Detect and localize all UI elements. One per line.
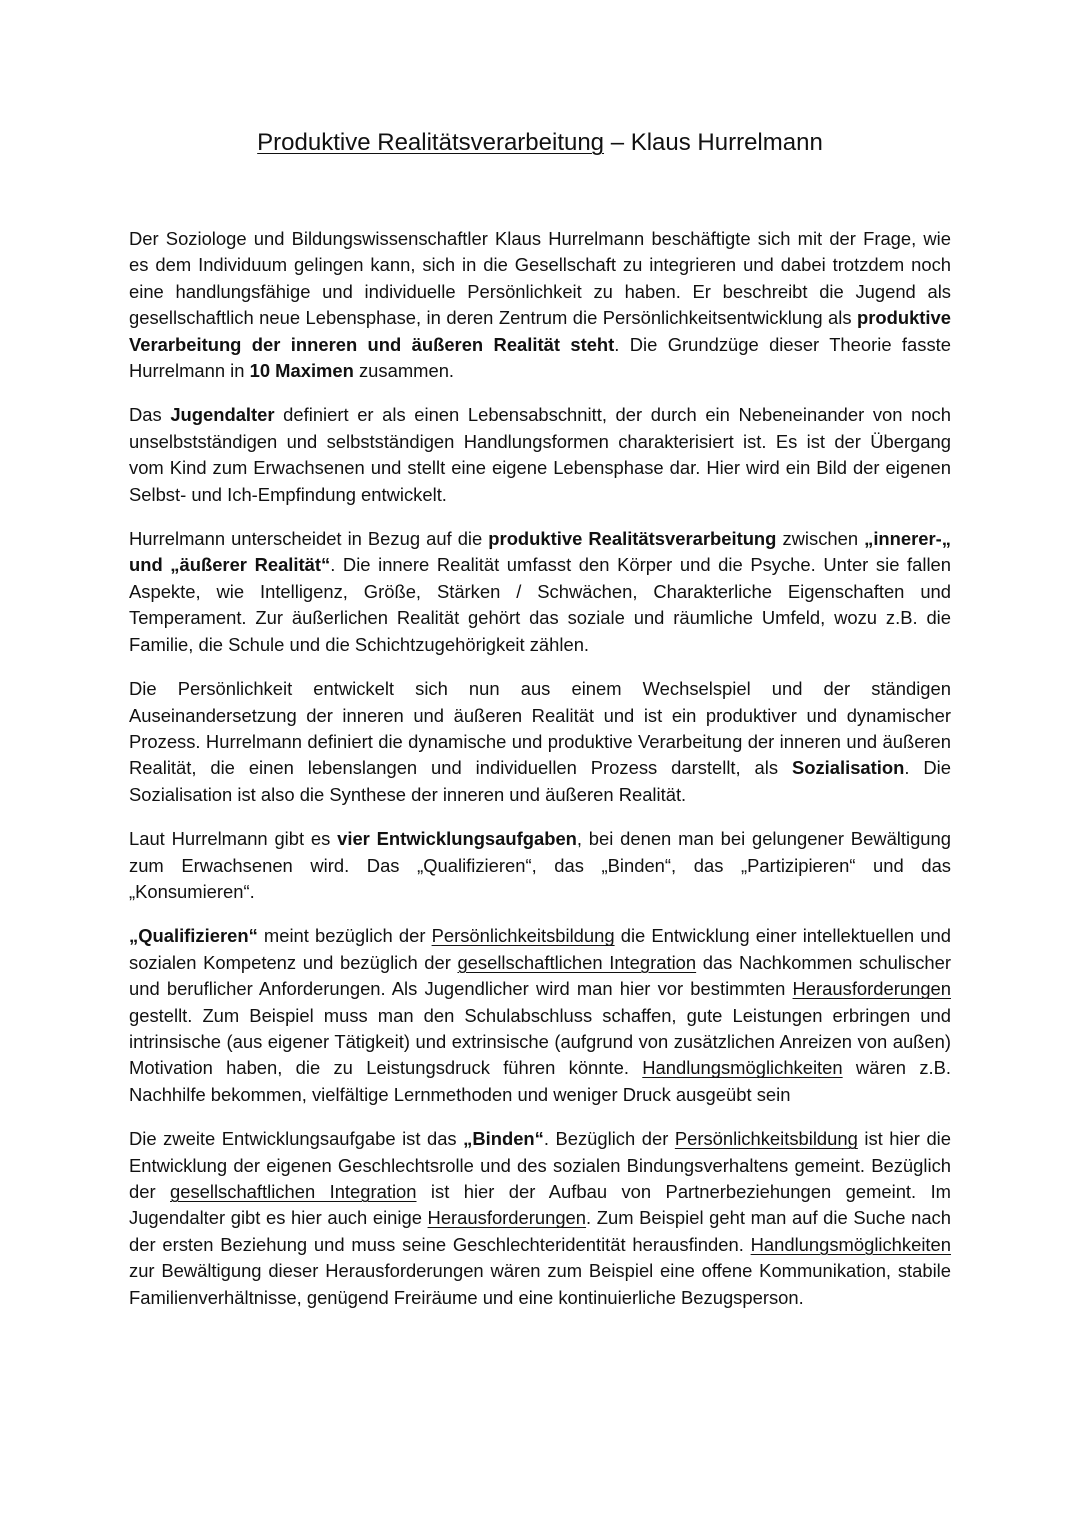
paragraph-text: zusammen. — [353, 360, 455, 382]
title-separator: – — [604, 129, 631, 156]
paragraph-text: gestellt. Zum Beispiel muss man den Schulabschluss schaffen, gute Leistungen erbringen und intrinsische (aus eigener Tätigkeit) und extrinsische (aufgrund von zusätzlichen Anreizen von außen) Motivation haben, die zu Leistungsdruck führen könnte. — [129, 1004, 951, 1079]
underlined-term: Persönlichkeitsbildung — [674, 1128, 858, 1150]
underlined-term: gesellschaftlichen Integration — [170, 1181, 417, 1202]
title-main: Produktive Realitätsverarbeitung — [257, 129, 605, 156]
paragraph-text: wären z.B. Nachhilfe bekommen, vielfältige Lernmethoden und weniger Druck ausgeübt sein — [129, 1057, 951, 1105]
bold-term: „Binden“ — [463, 1128, 544, 1150]
paragraph-text: das Nachkommen schulischer und beruflicher Anforderungen. Als Jugendlicher wird man hier vor bestimmten — [129, 951, 951, 1000]
paragraph-text: Die zweite Entwicklungsaufgabe ist das — [129, 1128, 464, 1150]
page-title — [0, 126, 1080, 160]
paragraph-jugendalter — [129, 402, 951, 508]
bold-term: „Qualifizieren“ — [129, 925, 258, 947]
paragraph-text: die Entwicklung einer intellektuellen und sozialen Kompetenz und bezüglich der — [129, 925, 951, 973]
title-author: Klaus Hurrelmann — [630, 129, 823, 156]
document-body — [129, 226, 951, 1329]
bold-term: produktive Realitätsverarbeitung — [488, 528, 777, 550]
bold-term: produktive Verarbeitung der inneren und äußeren Realität steht — [129, 307, 951, 355]
paragraph-text: . Die Sozialisation ist also die Synthese der inneren und äußeren Realität. — [129, 757, 951, 805]
paragraph-text: Die Persönlichkeit entwickelt sich nun aus einem Wechselspiel und der ständigen Auseinandersetzung der inneren und äußeren Realität und ist ein produktiver und dynamischer Prozess. Hurrelmann definiert die dynamische und produktive Verarbeitung der inneren und äußeren Realität, die einen lebenslangen und individuellen Prozess darstellt, als — [129, 678, 951, 779]
bold-term: Jugendalter — [170, 404, 275, 426]
underlined-term: Herausforderungen — [427, 1207, 587, 1229]
paragraph-text: . Die innere Realität umfasst den Körper und die Psyche. Unter sie fallen Aspekte, wie Intelligenz, Größe, Stärken / Schwächen, Charakterliche Eigenschaften und Temperament. Zur äußerlichen Realität gehört das soziale und räumliche Umfeld, wozu z.B. die Familie, die Schule und die Schichtzugehörigkeit zählen. — [129, 554, 951, 655]
underlined-term: Persönlichkeitsbildung — [431, 925, 615, 947]
paragraph-text: . Zum Beispiel geht man auf die Suche nach der ersten Beziehung und muss seine Geschlechteridentität herausfinden. — [129, 1207, 951, 1255]
underlined-term: Handlungsmöglichkeiten — [750, 1233, 951, 1255]
paragraph-text: Der Soziologe und Bildungswissenschaftler Klaus Hurrelmann beschäftigte sich mit der Frage, wie es dem Individuum gelingen kann, sich in die Gesellschaft zu integrieren und dabei trotzdem noch eine handlungsfähige und individuelle Persönlichkeit zu haben. Er beschreibt die Jugend als gesellschaftlich neue Lebensphase, in deren Zentrum die Persönlichkeitsentwicklung als — [129, 228, 951, 329]
underlined-term: Herausforderungen — [792, 978, 951, 1000]
paragraph-text: ist hier die Entwicklung der eigenen Geschlechtsrolle und des sozialen Bindungsverhaltens gemeint. Bezüglich der — [129, 1128, 951, 1202]
paragraph-text: definiert er als einen Lebensabschnitt, der durch ein Nebeneinander von noch unselbstständigen und selbstständigen Handlungsformen charakterisiert ist. Es ist der Übergang vom Kind zum Erwachsenen und stellt eine eigene Lebensphase dar. Hier wird ein Bild der eigenen Selbst- und Ich-Empfindung entwickelt. — [129, 404, 951, 505]
paragraph-text: . Bezüglich der — [543, 1128, 675, 1150]
underlined-term: gesellschaftlichen Integration — [457, 951, 697, 973]
paragraph-text: ist hier der Aufbau von Partnerbeziehungen gemeint. Im Jugendalter gibt es hier auch einige — [129, 1181, 951, 1229]
paragraph-text: Laut Hurrelmann gibt es — [129, 828, 338, 850]
paragraph-qualifizieren — [129, 923, 951, 1108]
paragraph-text: Das — [129, 404, 171, 426]
paragraph-text: Hurrelmann unterscheidet in Bezug auf die — [129, 528, 489, 550]
paragraph-binden — [129, 1126, 951, 1311]
paragraph-intro — [129, 226, 951, 384]
paragraph-sozialisation — [129, 676, 951, 808]
bold-term: „innerer-„ und „äußerer Realität“ — [129, 528, 951, 576]
underlined-term: Handlungsmöglichkeiten — [642, 1057, 843, 1079]
bold-term: vier Entwicklungsaufgaben — [337, 828, 577, 850]
paragraph-text: meint bezüglich der — [257, 925, 432, 947]
bold-term: Sozialisation — [791, 757, 905, 779]
paragraph-text: zur Bewältigung dieser Herausforderungen wären zum Beispiel eine offene Kommunikation, stabile Familienverhältnisse, genügend Freiräume und eine kontinuierliche Bezugsperson. — [129, 1260, 951, 1308]
bold-term: 10 Maximen — [249, 360, 354, 382]
paragraph-entwicklungsaufgaben — [129, 826, 951, 905]
paragraph-text: . Die Grundzüge dieser Theorie fasste Hurrelmann in — [129, 333, 951, 382]
paragraph-realitaet — [129, 526, 951, 658]
paragraph-text: zwischen — [776, 528, 865, 550]
paragraph-text: , bei denen man bei gelungener Bewältigung zum Erwachsenen wird. Das „Qualifizieren“, das „Binden“, das „Partizipieren“ und das „Konsumieren“. — [129, 828, 951, 902]
